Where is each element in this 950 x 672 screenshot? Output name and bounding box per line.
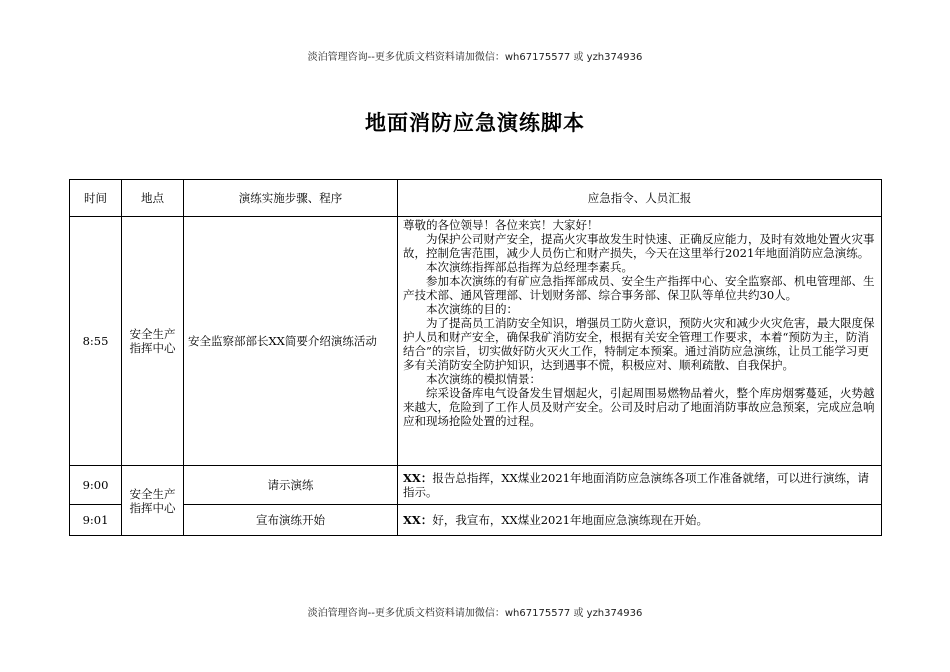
report-line: 参加本次演练的有矿应急指挥部成员、安全生产指挥中心、安全监察部、机电管理部、生产技术部、通风管理部、计划财务部、综合事务部、保卫队等单位共约30人。 <box>403 274 875 302</box>
drill-script-table <box>69 179 882 536</box>
speaker-label: XX： <box>403 513 433 527</box>
report-line: 本次演练指挥部总指挥为总经理李素兵。 <box>426 260 633 274</box>
header-time: 时间 <box>70 180 122 217</box>
header-steps: 演练实施步骤、程序 <box>184 180 398 217</box>
table-row <box>70 505 882 536</box>
place-cell: 安全生产指挥中心 <box>122 466 184 536</box>
speaker-label: XX： <box>403 471 433 485</box>
header-place: 地点 <box>122 180 184 217</box>
report-cell <box>398 505 882 536</box>
step-cell: 宣布演练开始 <box>184 505 398 536</box>
time-cell: 9:00 <box>70 466 122 505</box>
table-header-row <box>70 180 882 217</box>
report-line: 综采设备库电气设备发生冒烟起火，引起周围易燃物品着火，整个库房烟雾蔓延，火势越来越大，危险到了工作人员及财产安全。公司及时启动了地面消防事故应急预案，完成应急响应和现场抢险处置的过程。 <box>403 386 875 428</box>
report-line: 为保护公司财产安全，提高火灾事故发生时快速、正确反应能力，及时有效地处置火灾事故，控制危害范围，减少人员伤亡和财产损失，今天在这里举行2021年地面消防应急演练。 <box>403 232 875 260</box>
report-line: 尊敬的各位领导！各位来宾！大家好！ <box>403 218 599 232</box>
report-cell <box>398 466 882 505</box>
report-cell <box>398 217 882 466</box>
table-row <box>70 217 882 466</box>
step-cell: 安全监察部部长XX简要介绍演练活动 <box>184 217 398 466</box>
report-text: 好，我宣布，XX煤业2021年地面应急演练现在开始。 <box>432 513 708 527</box>
document-title: 地面消防应急演练脚本 <box>365 111 585 135</box>
report-line: 本次演练的目的： <box>426 302 518 316</box>
report-line: 为了提高员工消防安全知识，增强员工防火意识，预防火灾和减少火灾危害，最大限度保护人员和财产安全，确保我矿消防安全，根据有关安全管理工作要求，本着“预防为主，防消结合”的宗旨，切实做好防火灭火工作，特制定本预案。通过消防应急演练，让员工能学习更多有关消防安全防护知识，达到遇事不慌，积极应对、顺利疏散、自我保护。 <box>403 316 875 372</box>
time-cell: 9:01 <box>70 505 122 536</box>
footer-watermark: 淡泊管理咨询--更多优质文档资料请加微信：wh67175577 或 yzh374936 <box>307 608 643 619</box>
place-cell: 安全生产指挥中心 <box>122 217 184 466</box>
report-text: 报告总指挥，XX煤业2021年地面消防应急演练各项工作准备就绪，可以进行演练，请指示。 <box>403 471 869 499</box>
header-report: 应急指令、人员汇报 <box>398 180 882 217</box>
step-cell: 请示演练 <box>184 466 398 505</box>
header-watermark: 淡泊管理咨询--更多优质文档资料请加微信：wh67175577 或 yzh374936 <box>307 52 643 63</box>
table-row <box>70 466 882 505</box>
time-cell: 8:55 <box>70 217 122 466</box>
report-line: 本次演练的模拟情景： <box>426 372 541 386</box>
